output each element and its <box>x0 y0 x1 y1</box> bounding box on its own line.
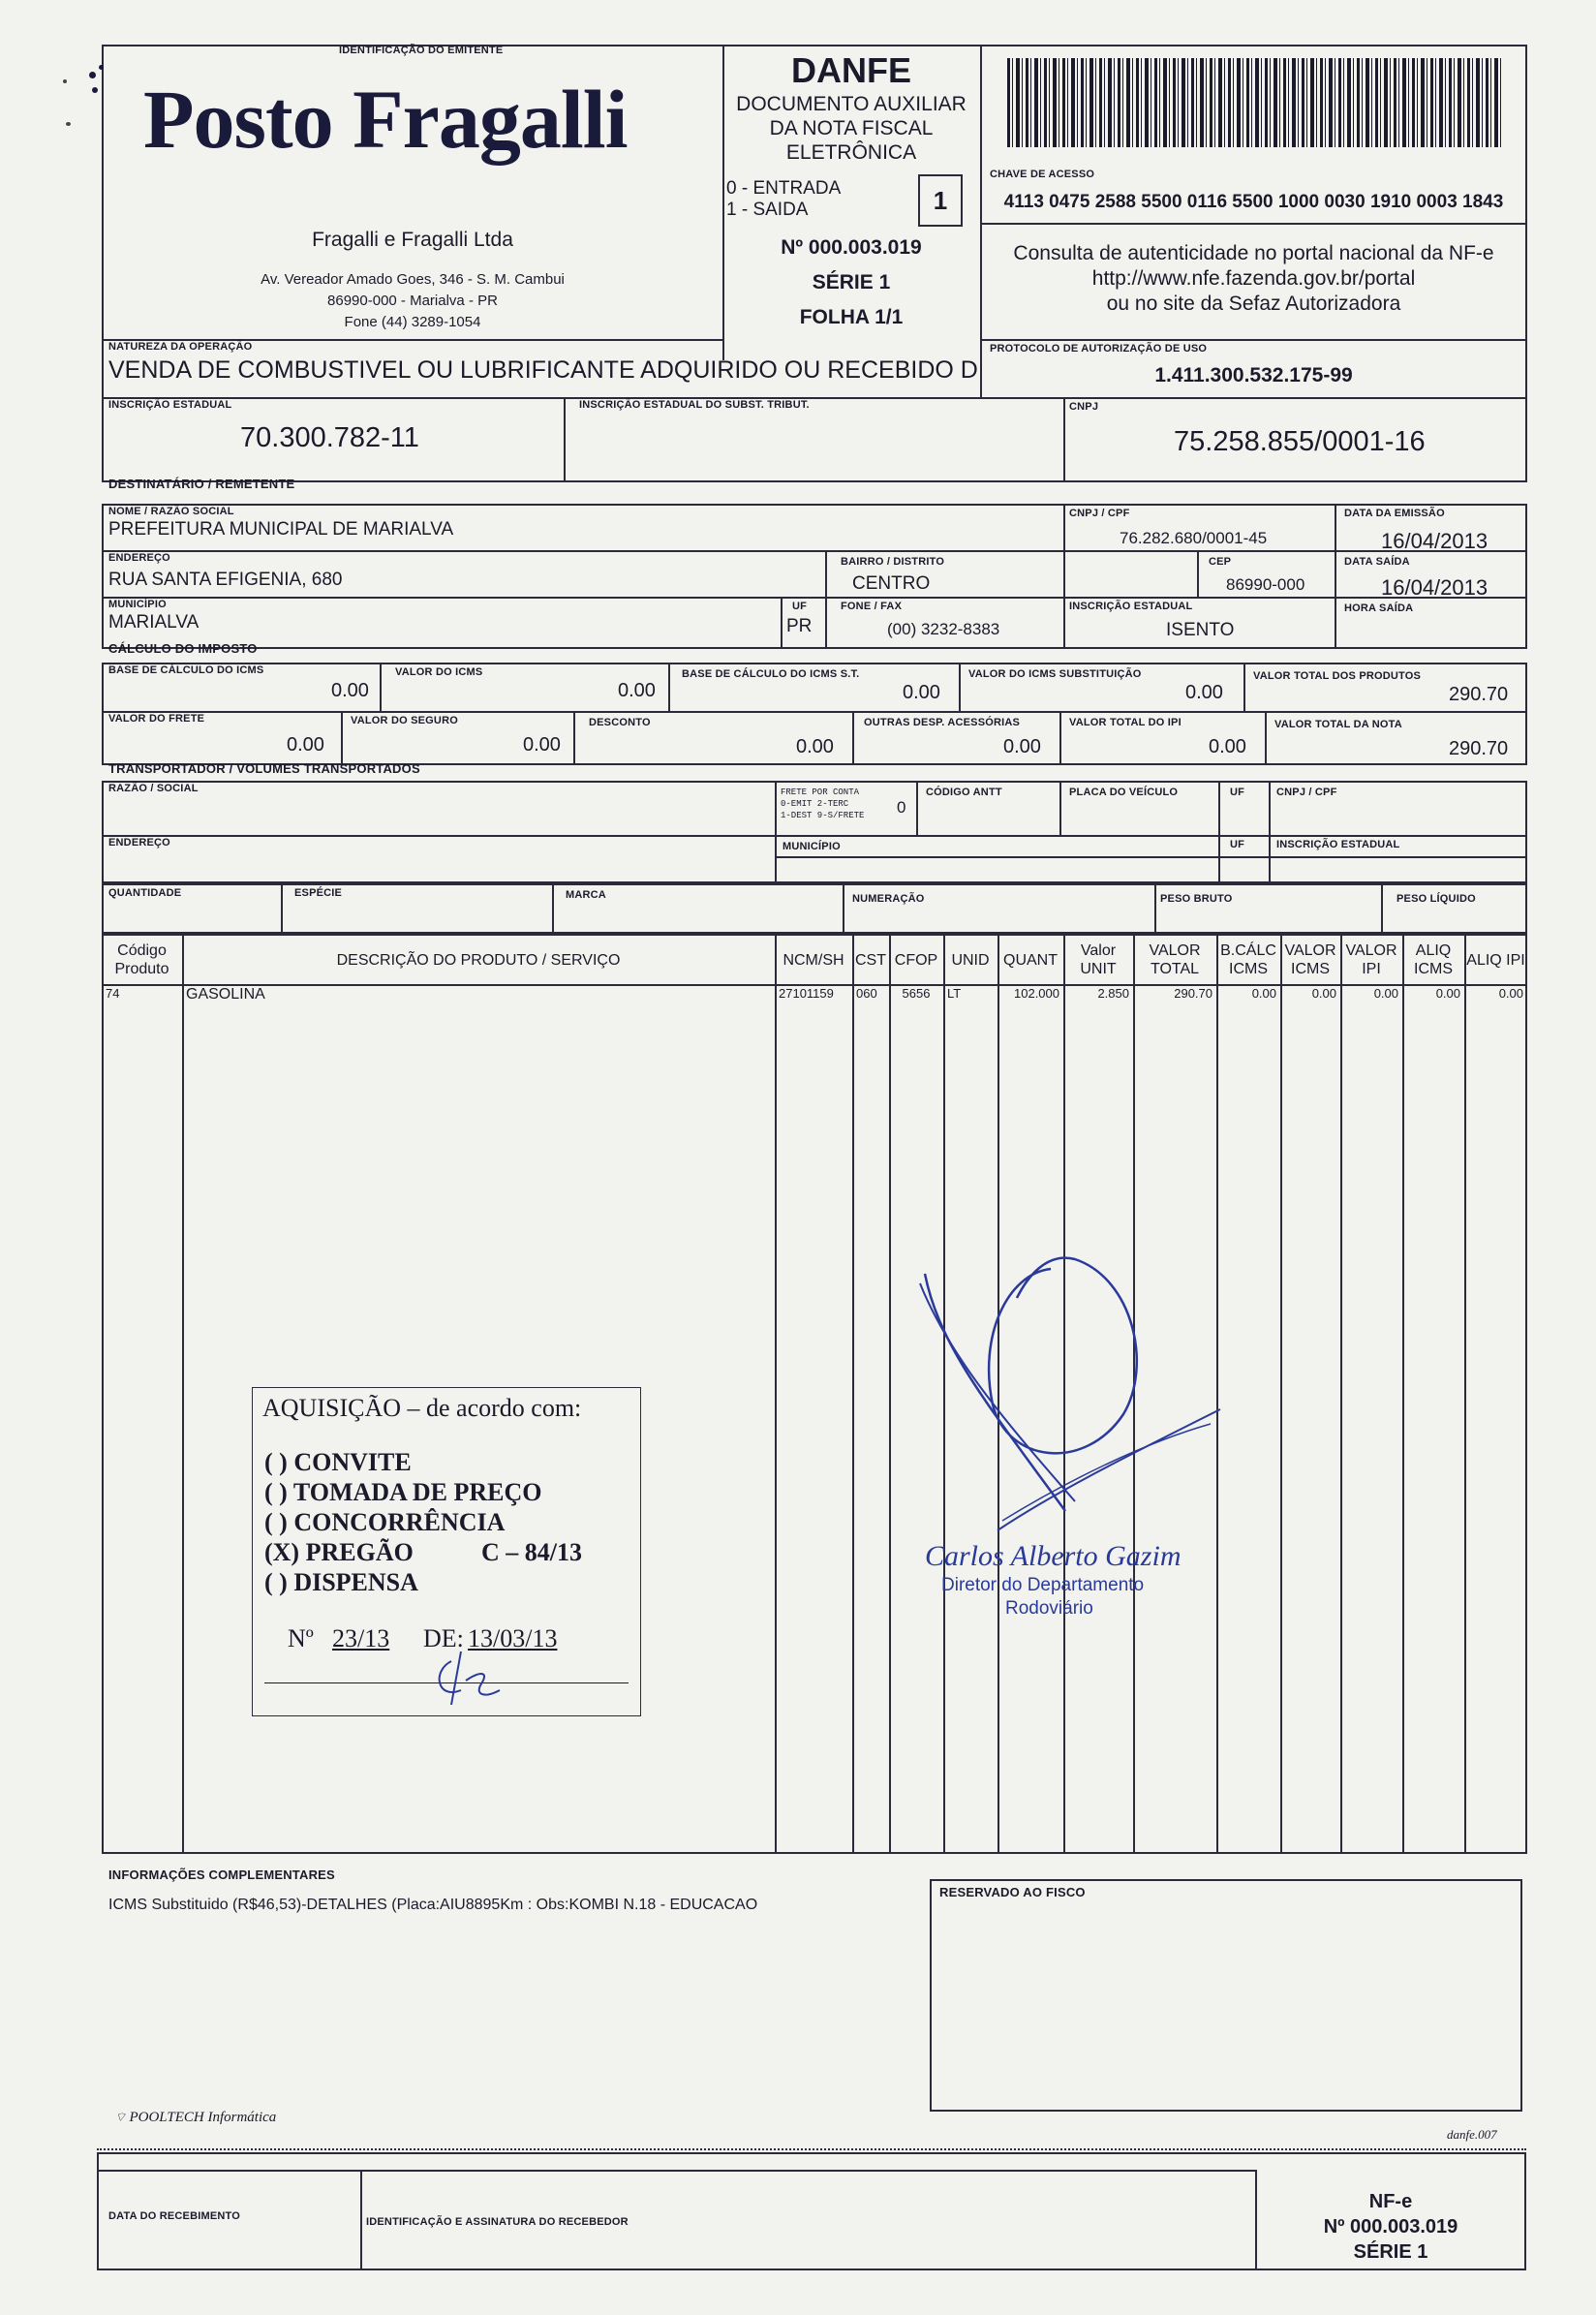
software-credit <box>114 2110 276 2126</box>
protocol-value: 1.411.300.532.175-99 <box>1154 364 1353 386</box>
exit-date-value: 16/04/2013 <box>1381 575 1489 600</box>
products-column-divider <box>1464 934 1466 1854</box>
access-consult-line2: http://www.nfe.fazenda.gov.br/portal <box>1091 267 1416 290</box>
products-cell-icms-rate: 0.00 <box>1435 986 1460 1001</box>
receipt-nfe-label: NF-e <box>1368 2191 1413 2212</box>
products-cell-unit: LT <box>947 986 962 1001</box>
products-header-icms-rate: ALIQ ICMS <box>1414 942 1453 977</box>
recipient-section-label: DESTINATÁRIO / REMETENTE <box>108 477 295 491</box>
receiver-label: IDENTIFICAÇÃO E ASSINATURA DO RECEBEDOR <box>366 2216 629 2228</box>
logo-dots <box>58 60 136 138</box>
products-header-quantity: QUANT <box>1003 951 1058 969</box>
products-column-divider <box>852 934 854 1854</box>
danfe-number: Nº 000.003.019 <box>781 236 922 259</box>
fisco-box <box>930 1879 1522 2112</box>
insurance-label: VALOR DO SEGURO <box>351 715 458 726</box>
products-header-total-value: VALOR TOTAL <box>1149 942 1201 977</box>
cnpj-label: CNPJ <box>1069 401 1099 413</box>
transport-uf-label: UF <box>1230 787 1245 798</box>
icms-st-label: VALOR DO ICMS SUBSTITUIÇÃO <box>968 668 1142 680</box>
products-cell-ipi-value: 0.00 <box>1373 986 1398 1001</box>
software-name: POOLTECH Informática <box>129 2110 277 2125</box>
ipi-label: VALOR TOTAL DO IPI <box>1069 717 1182 728</box>
acquisition-stamp <box>252 1387 641 1716</box>
products-header-icms-base: B.CÁLC ICMS <box>1220 942 1276 977</box>
stamp-line1: ( ) CONVITE <box>264 1448 412 1476</box>
form-code: danfe.007 <box>1447 2127 1497 2142</box>
district-label: BAIRRO / DISTRITO <box>841 556 945 568</box>
emitter-address-line1: Av. Vereador Amado Goes, 346 - S. M. Cambui <box>261 271 565 288</box>
freight-value: 0.00 <box>287 734 324 756</box>
recipient-state-reg-label: INSCRIÇÃO ESTADUAL <box>1069 601 1193 612</box>
cut-line <box>97 2148 1526 2150</box>
stamp-initials <box>422 1642 519 1710</box>
fisco-label: RESERVADO AO FISCO <box>939 1885 1086 1899</box>
emitter-logo: Posto Fragalli <box>143 73 628 166</box>
state-reg-value: 70.300.782-11 <box>240 422 419 453</box>
freight-by-value: 0 <box>897 798 906 817</box>
access-consult-line1: Consulta de autenticidade no portal nacional da NF-e <box>1013 242 1494 264</box>
danfe-exit-label: 1 - SAIDA <box>726 200 809 220</box>
danfe-title: DANFE <box>791 50 911 90</box>
discount-value: 0.00 <box>796 736 834 757</box>
antt-label: CÓDIGO ANTT <box>926 787 1002 798</box>
cnpj-value: 75.258.855/0001-16 <box>1174 426 1426 457</box>
danfe-subtitle1: DOCUMENTO AUXILIAR <box>736 93 967 115</box>
total-note-label: VALOR TOTAL DA NOTA <box>1274 719 1402 730</box>
stamp-date-value: 13/03/13 <box>468 1624 558 1652</box>
protocol-label: PROTOCOLO DE AUTORIZAÇÃO DE USO <box>990 343 1208 355</box>
products-cell-ncm: 27101159 <box>779 986 834 1001</box>
other-label: OUTRAS DESP. ACESSÓRIAS <box>864 717 1021 728</box>
total-products-value: 290.70 <box>1449 684 1509 705</box>
net-label: PESO LÍQUIDO <box>1396 893 1476 905</box>
recipient-address-label: ENDEREÇO <box>108 552 170 564</box>
products-header-ipi-rate: ALIQ IPI <box>1466 951 1525 969</box>
stamp-date-prefix: DE: <box>423 1624 464 1652</box>
products-cell-icms-base: 0.00 <box>1251 986 1276 1001</box>
access-key-label: CHAVE DE ACESSO <box>990 169 1095 180</box>
products-cell-total-value: 290.70 <box>1174 986 1212 1001</box>
icms-st-value: 0.00 <box>1185 682 1223 703</box>
uf-label: UF <box>792 601 808 612</box>
transport-city-label: MUNICÍPIO <box>783 841 841 852</box>
stamp-line5: ( ) DISPENSA <box>264 1568 418 1596</box>
other-value: 0.00 <box>1003 736 1041 757</box>
tax-section-label: CÁLCULO DO IMPOSTO <box>108 641 258 656</box>
recipient-name-value: PREFEITURA MUNICIPAL DE MARIALVA <box>108 519 454 540</box>
products-cell-code: 74 <box>106 986 120 1001</box>
nature-label: NATUREZA DA OPERAÇÃO <box>108 341 253 353</box>
transport-section-label: TRANSPORTADOR / VOLUMES TRANSPORTADOS <box>108 761 420 776</box>
stamp-title: AQUISIÇÃO – de acordo com: <box>262 1394 582 1422</box>
base-icms-label: BASE DE CÁLCULO DO ICMS <box>108 664 264 676</box>
danfe-type-box <box>918 174 963 227</box>
issue-date-label: DATA DA EMISSÃO <box>1344 508 1445 519</box>
phone-label: FONE / FAX <box>841 601 903 612</box>
danfe-entry-label: 0 - ENTRADA <box>726 178 842 199</box>
stamp-line4: (X) PREGÃO <box>264 1538 414 1566</box>
plate-label: PLACA DO VEÍCULO <box>1069 787 1179 798</box>
freight-by-line3: 1-DEST 9-S/FRETE <box>781 811 865 820</box>
signature-scribble <box>901 1240 1230 1550</box>
base-icms-value: 0.00 <box>331 680 369 701</box>
receipt-date-label: DATA DO RECEBIMENTO <box>108 2210 241 2222</box>
products-header-ncm: NCM/SH <box>783 951 844 969</box>
recipient-name-label: NOME / RAZÃO SOCIAL <box>108 506 234 517</box>
species-label: ESPÉCIE <box>294 887 343 899</box>
products-header-unit: UNID <box>951 951 990 969</box>
insurance-value: 0.00 <box>523 734 561 756</box>
stamp-line4-ref: C – 84/13 <box>481 1538 582 1566</box>
freight-by-line1: FRETE POR CONTA <box>781 787 860 797</box>
total-note-value: 290.70 <box>1449 738 1509 759</box>
state-reg-label: INSCRIÇÃO ESTADUAL <box>108 399 232 411</box>
stamp-line3: ( ) CONCORRÊNCIA <box>264 1508 506 1536</box>
recipient-cnpj-value: 76.282.680/0001-45 <box>1120 529 1268 547</box>
products-cell-ipi-rate: 0.00 <box>1498 986 1523 1001</box>
signature-role2: Rodoviário <box>1005 1598 1093 1619</box>
district-value: CENTRO <box>852 573 931 594</box>
access-consult-line3: ou no site da Sefaz Autorizadora <box>1106 293 1401 315</box>
receipt-nfe-number: Nº 000.003.019 <box>1323 2216 1458 2238</box>
gross-label: PESO BRUTO <box>1160 893 1233 905</box>
emitter-phone: Fone (44) 3289-1054 <box>344 314 481 330</box>
icms-value: 0.00 <box>618 680 656 701</box>
exit-date-label: DATA SAÍDA <box>1344 556 1410 568</box>
qty-label: QUANTIDADE <box>108 887 182 899</box>
transport-cnpj-label: CNPJ / CPF <box>1276 787 1337 798</box>
uf-value: PR <box>786 616 813 636</box>
products-column-divider <box>182 934 184 1854</box>
products-header-code: Código Produto <box>114 942 169 977</box>
danfe-series: SÉRIE 1 <box>812 271 891 293</box>
products-cell-quantity: 102.000 <box>1014 986 1059 1001</box>
stamp-number-value: 23/13 <box>332 1624 390 1652</box>
numbering-label: NUMERAÇÃO <box>852 893 925 905</box>
products-cell-cfop: 5656 <box>902 986 931 1001</box>
base-icms-st-value: 0.00 <box>903 682 940 703</box>
products-header-icms-value: VALOR ICMS <box>1284 942 1336 977</box>
transport-uf2-label: UF <box>1230 839 1245 850</box>
icms-label: VALOR DO ICMS <box>395 666 483 678</box>
recipient-state-reg-value: ISENTO <box>1166 620 1235 640</box>
products-header-cfop: CFOP <box>894 951 938 969</box>
products-header-cst: CST <box>855 951 886 969</box>
exit-time-label: HORA SAÍDA <box>1344 602 1414 614</box>
products-header-unit-value: Valor UNIT <box>1080 942 1117 977</box>
signature-name: Carlos Alberto Gazim <box>925 1540 1182 1572</box>
products-cell-description: GASOLINA <box>186 986 265 1003</box>
emitter-company-name: Fragalli e Fragalli Ltda <box>312 229 513 251</box>
subst-label: INSCRIÇÃO ESTADUAL DO SUBST. TRIBUT. <box>579 399 810 411</box>
transport-name-label: RAZÃO / SOCIAL <box>108 783 199 794</box>
products-cell-icms-value: 0.00 <box>1311 986 1336 1001</box>
info-value: ICMS Substituido (R$46,53)-DETALHES (Placa:AIU8895Km : Obs:KOMBI N.18 - EDUCACAO <box>108 1897 758 1913</box>
barcode <box>1007 58 1501 147</box>
info-label: INFORMAÇÕES COMPLEMENTARES <box>108 1867 335 1882</box>
discount-label: DESCONTO <box>589 717 651 728</box>
products-column-divider <box>775 934 777 1854</box>
nature-value: VENDA DE COMBUSTIVEL OU LUBRIFICANTE ADQUIRIDO OU RECEBIDO D <box>108 356 978 384</box>
danfe-subtitle2: DA NOTA FISCAL <box>769 117 934 139</box>
receipt-nfe-series: SÉRIE 1 <box>1353 2241 1428 2263</box>
products-column-divider <box>1280 934 1282 1854</box>
transport-address-label: ENDEREÇO <box>108 837 170 849</box>
recipient-address-value: RUA SANTA EFIGENIA, 680 <box>108 570 343 590</box>
products-cell-unit-value: 2.850 <box>1097 986 1129 1001</box>
freight-by-line2: 0-EMIT 2-TERC <box>781 799 849 809</box>
city-label: MUNICÍPIO <box>108 599 167 610</box>
products-column-divider <box>1402 934 1404 1854</box>
transport-state-reg-label: INSCRIÇÃO ESTADUAL <box>1276 839 1400 850</box>
phone-value: (00) 3232-8383 <box>887 620 1000 638</box>
products-header-ipi-value: VALOR IPI <box>1345 942 1397 977</box>
freight-by-label <box>781 787 864 821</box>
brand-label: MARCA <box>566 889 606 901</box>
cep-value: 86990-000 <box>1226 575 1305 594</box>
stamp-line2: ( ) TOMADA DE PREÇO <box>264 1478 542 1506</box>
products-column-divider <box>1340 934 1342 1854</box>
emitter-address-line2: 86990-000 - Marialva - PR <box>327 293 498 309</box>
cep-label: CEP <box>1209 556 1232 568</box>
products-column-divider <box>889 934 891 1854</box>
freight-label: VALOR DO FRETE <box>108 713 205 725</box>
base-icms-st-label: BASE DE CÁLCULO DO ICMS S.T. <box>682 668 860 680</box>
emitter-section-label: IDENTIFICAÇÃO DO EMITENTE <box>339 45 504 56</box>
stamp-number-prefix: Nº <box>288 1624 314 1652</box>
total-products-label: VALOR TOTAL DOS PRODUTOS <box>1253 670 1422 682</box>
danfe-type-value: 1 <box>933 185 948 215</box>
signature-role1: Diretor do Departamento <box>941 1575 1145 1595</box>
software-icon: ⌔ <box>114 2110 130 2124</box>
danfe-sheet: FOLHA 1/1 <box>799 306 904 328</box>
danfe-subtitle3: ELETRÔNICA <box>785 141 917 164</box>
access-key-value: 4113 0475 2588 5500 0116 5500 1000 0030 1910 0003 1843 <box>1003 192 1504 212</box>
products-header-description: DESCRIÇÃO DO PRODUTO / SERVIÇO <box>336 951 621 969</box>
recipient-cnpj-label: CNPJ / CPF <box>1069 508 1130 519</box>
issue-date-value: 16/04/2013 <box>1381 529 1489 553</box>
ipi-value: 0.00 <box>1209 736 1246 757</box>
products-cell-cst: 060 <box>856 986 877 1001</box>
city-value: MARIALVA <box>108 612 200 633</box>
